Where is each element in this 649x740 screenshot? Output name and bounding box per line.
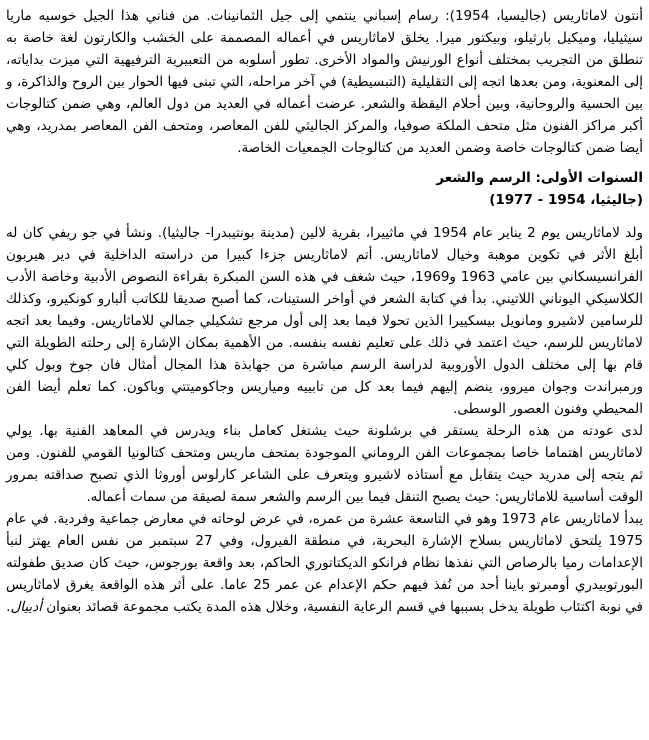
paragraph-exhibitions-text: يبدأ لاماثاريس عام 1973 وهو في التاسعة عشرة من عمره، في عرض لوحاته في معارض جماعية وفردية. في عام 1975 يلتحق لاماثاريس بسلاح الإشارة البحرية، في منطقة الفيرول، وفي 27 سبتمبر من نفس العام يهتز لنبأ الإعدامات رميا بالرصاص التي نفذها نظام فرانكو الديكتاتوري الحاكم، بعد واقعة بورجوس، حيث كان صديق طفولته البورتوبيدري أومبرتو باينا أحد من نُفذ فيهم حكم الإعدام عن عمر 25 عاما. على أثر هذه الواقعة يغرق لاماثاريس في نوبة اكتئاب طويلة يدخل بسببها في قسم الرعاية النفسية، وخلال هذه المدة يكتب مجموعة قصائد بعنوان [6,511,643,615]
paragraph-exhibitions-depression [6,508,643,618]
intro-paragraph: أنتون لاماثاريس (جاليسيا، 1954): رسام إسباني ينتمي إلى جيل الثمانينات. من فناني هذا الجيل خوسيه ماريا سيثيليا، وميكيل بارثيلو، وبيكتور ميرا. يخلق لاماثاريس في أعماله المصممة على الخشب والكارتون لغة خاصة به تنطلق من التجريب بمختلف أنواع الورنيش والمواد الأخرى. تطور أسلوبه من التعبيرية الترفيهية التي ميزت بداياته، إلى المعنوية، ومن بعدها اتجه إلى التقليلية (التبسيطية) في آخر مراحله، التي تبنى فيها الحوار بين الروح والذاكرة، و بين الحسية والروحانية، وبين أحلام اليقظة والشعر. عرضت أعماله في العديد من دول العالم، وهي ضمن كتالوجات أكبر مراكز الفنون مثل متحف الملكة صوفيا، والمركز الجاليثي للفن المعاصر، ومتحف الفن المعاصر بمدريد، وهي أيضا ضمن كتالوجات خاصة وضمن العديد من كتالوجات الجمعيات الخاصة. [6,8,643,156]
paragraph-barcelona-madrid: لدى عودته من هذه الرحلة يستقر في برشلونة حيث يشتغل كعامل بناء ويدرس في المعاهد الفنية بها. يولي لاماثاريس اهتماما خاصا بمجموعات الفن الروماني الموجودة بمتحف ماريس ومتحف كتالونيا القومي للفنون. ومن ثم يتجه إلى مدريد حيث يتقابل مع أستاذه لاشيرو ويتعرف على الشاعر كارلوس أوروثا الذي تصبح صداقته بمرور الوقت أساسية للاماثاريس: حيث يصبح التنقل فيما بين الرسم والشعر سمة لصيقة من سمات أعماله. [6,423,643,505]
section-heading-title: السنوات الأولى: الرسم والشعر [436,170,643,186]
paragraph-closing-period: . [6,599,11,615]
section-heading-subtitle: (جاليثيا، 1954 - 1977) [489,192,643,208]
section-heading [6,167,643,211]
paragraph-early-years: ولد لاماثاريس يوم 2 يناير عام 1954 في ماثييرا، بقرية لالين (مدينة بونتيبدرا- جاليثيا). ونشأ في جو ريفي كان له أبلغ الأثر في تكوين موهبة وخيال لاماثاريس. أتم لاماثاريس جزءا كبيرا من دراسته الداخلية في دير هيربون الفرانسيسكاني بين عامي 1963 و1969، حيث شغف في هذه السن المبكرة بقراءة النصوص الأدبية وخاصة الأدب الكلاسيكي اليوناني اللاتيني. بدأ في كتابة الشعر في أواخر الستينات، كما أصبح صديقا للكاتب ألبارو كونكيرو، وكذلك للرسامين لاشيرو ومانويل بيسكييرا الذين تحولا فيما بعد إلى أول مرجع تشكيلي جمالي للاماثاريس. وفيما بعد اتجه لاماثاريس للرسم، حيث اعتمد في ذلك على تعليم نفسه بنفسه. من الأهمية بمكان الإشارة إلى رحلته الطويلة التي قام بها إلى مختلف الدول الأوروبية لدراسة الرسم مباشرة من جهابذة هذا المجال أمثال فان جوخ وبول كلي ورمبراندت وجوان ميروو، ينضم إليهم فيما بعد كل من تابييه ومياريس وجاكوميتتي وباكون. كما تعلم أيضا الفن المحيطي وفنون العصور الوسطى. [6,225,644,417]
poems-collection-title: أدييال [10,599,42,615]
